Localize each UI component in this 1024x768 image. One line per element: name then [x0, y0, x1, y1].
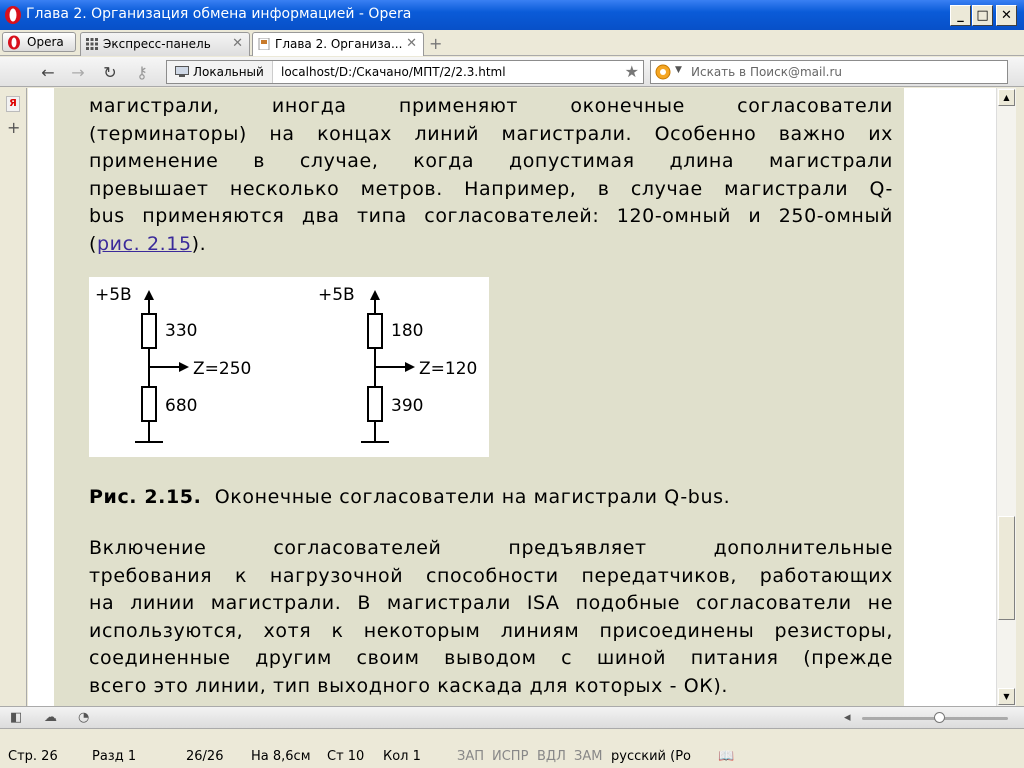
figure-link[interactable]: рис. 2.15	[97, 232, 192, 255]
window-title: Глава 2. Организация обмена информацией - Opera	[26, 6, 412, 22]
scroll-thumb[interactable]	[998, 516, 1015, 620]
new-tab-icon[interactable]: +	[429, 34, 443, 53]
paragraph-2	[89, 535, 893, 700]
text-line: применение в случае, когда допустимая длина магистрали	[89, 150, 893, 172]
title-bar	[0, 0, 1024, 30]
supply-label: +5В	[95, 285, 132, 305]
status-column: Кол 1	[383, 749, 421, 764]
taskbar-strip	[0, 729, 800, 743]
opera-menu-button[interactable]	[2, 32, 76, 52]
bookmark-star-icon[interactable]: ★	[624, 62, 639, 81]
caption-label: Рис. 2.15.	[89, 486, 202, 508]
supply-label: +5В	[318, 285, 355, 305]
vertical-scrollbar[interactable]	[996, 88, 1016, 706]
text-line: bus применяются два типа согласователей: 120-омный и 250-омный	[89, 205, 893, 227]
resistor-value: 390	[391, 396, 424, 416]
turbo-icon[interactable]: ☁	[44, 710, 57, 725]
paragraph-1	[89, 93, 893, 258]
window-edge	[1016, 88, 1024, 738]
side-panel	[0, 88, 27, 706]
text-line: (терминаторы) на концах линий магистрали. Особенно важно их	[89, 122, 893, 145]
computer-icon	[175, 66, 189, 78]
add-panel-icon[interactable]: +	[7, 118, 21, 137]
close-tab-icon[interactable]: ✕	[232, 36, 243, 51]
search-placeholder: Искать в Поиск@mail.ru	[691, 65, 843, 79]
text-line	[89, 231, 893, 259]
speed-dial-icon	[86, 38, 98, 50]
impedance-label: Z=250	[193, 359, 252, 379]
zoom-slider[interactable]	[862, 717, 1008, 720]
zoom-slider-knob[interactable]	[934, 712, 945, 723]
speed-icon[interactable]: ◔	[78, 710, 90, 725]
scroll-down-icon[interactable]: ▼	[998, 688, 1015, 705]
page-icon	[258, 38, 270, 50]
search-field[interactable]	[650, 60, 1008, 84]
tab-bar	[0, 30, 1024, 56]
security-badge[interactable]	[167, 61, 273, 83]
opera-menu-label: Opera	[27, 35, 64, 49]
close-button[interactable]: ✕	[996, 5, 1017, 26]
maximize-button[interactable]: □	[972, 5, 993, 26]
word-status-bar	[0, 728, 1024, 768]
address-field[interactable]	[166, 60, 644, 84]
zoom-fit-icon[interactable]: ◂	[844, 710, 851, 725]
text-line: используются, хотя к некоторым линиям присоединены резисторы,	[89, 619, 893, 642]
impedance-label: Z=120	[419, 359, 478, 379]
spelling-icon[interactable]: 📖	[718, 749, 735, 764]
status-line: Ст 10	[327, 749, 365, 764]
terminator-schematic	[89, 277, 489, 457]
address-toolbar	[0, 57, 1024, 87]
panel-toggle-icon[interactable]: ◧	[10, 710, 23, 725]
tab-label: Экспресс-панель	[103, 37, 211, 51]
search-engine-icon	[655, 64, 671, 80]
text-line: всего это линии, тип выходного каскада для которых - ОК).	[89, 674, 728, 697]
text-line: соединенные другим своим выводом с шиной питания (прежде	[89, 647, 893, 669]
status-section: Разд 1	[92, 749, 137, 764]
status-page: Стр. 26	[8, 749, 58, 764]
back-icon[interactable]: ←	[41, 63, 55, 82]
status-position: На 8,6см	[251, 749, 311, 764]
resistor-value: 330	[165, 321, 198, 341]
scroll-up-icon[interactable]: ▲	[998, 89, 1015, 106]
caption-text: Оконечные согласователи на магистрали Q-bus.	[214, 486, 731, 508]
status-language[interactable]: русский (Ро	[611, 749, 691, 764]
reload-icon[interactable]: ↻	[103, 63, 117, 82]
status-trk[interactable]: ИСПР	[492, 749, 529, 764]
figure-caption	[89, 486, 730, 508]
text-line: магистрали, иногда применяют оконечные согласователи	[89, 95, 893, 117]
status-ovr[interactable]: ЗАМ	[574, 749, 603, 764]
tab-speed-dial[interactable]	[80, 32, 250, 56]
status-ext[interactable]: ВДЛ	[537, 749, 566, 764]
url-text: localhost/D:/Скачано/МПТ/2/2.3.html	[281, 65, 506, 79]
tab-chapter[interactable]	[252, 32, 424, 56]
browser-status-bar	[0, 706, 1024, 728]
status-pages: 26/26	[186, 749, 224, 764]
text-line: на линии магистрали. В магистрали ISA подобные согласователи не	[89, 592, 893, 614]
close-tab-icon[interactable]: ✕	[406, 36, 417, 51]
tab-label: Глава 2. Организа...	[275, 37, 403, 51]
resistor-value: 680	[165, 396, 198, 416]
opera-icon	[7, 35, 21, 50]
yandex-icon[interactable]: Я	[6, 96, 20, 112]
security-badge-label: Локальный	[193, 65, 264, 79]
forward-icon[interactable]: →	[71, 63, 85, 82]
status-rec[interactable]: ЗАП	[457, 749, 485, 764]
text-line: превышает несколько метров. Например, в случае магистрали Q-	[89, 177, 893, 200]
page-viewport	[28, 88, 996, 706]
resistor-value: 180	[391, 321, 424, 341]
paren-close: ).	[191, 232, 207, 255]
key-icon[interactable]: ⚷	[136, 63, 148, 82]
text-line: Включение согласователей предъявляет дополнительные	[89, 537, 893, 559]
paren-open: (	[89, 232, 98, 255]
minimize-button[interactable]: _	[950, 5, 971, 26]
page-body	[54, 88, 904, 706]
opera-logo-icon	[4, 5, 22, 25]
chevron-down-icon[interactable]: ▼	[675, 65, 682, 75]
text-line: требования к нагрузочной способности передатчиков, работающих	[89, 564, 893, 587]
